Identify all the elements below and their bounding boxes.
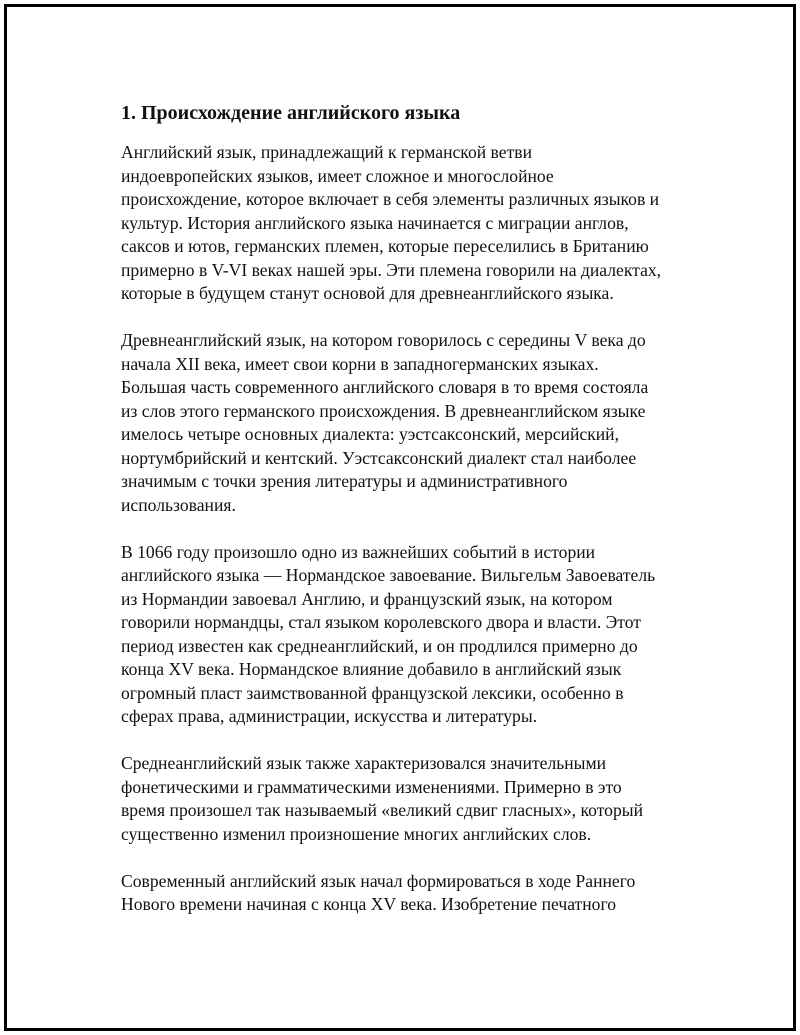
text-line: которые в будущем станут основой для древнеанглийского языка. [121, 283, 614, 303]
paragraph-gap [121, 729, 721, 753]
paragraph-gap [121, 846, 721, 870]
text-line: Среднеанглийский язык также характеризовался значительными [121, 753, 607, 773]
paragraph-2 [121, 329, 721, 517]
paragraph-gap [121, 517, 721, 541]
paragraph-gap [121, 306, 721, 330]
paragraph-1 [121, 141, 721, 306]
text-line: саксов и ютов, германских племен, которые переселились в Британию [121, 236, 649, 256]
text-line: значимым с точки зрения литературы и административного [121, 471, 568, 491]
text-line: время произошел так называемый «великий сдвиг гласных», который [121, 800, 643, 820]
text-line: Английский язык, принадлежащий к германской ветви [121, 142, 532, 162]
text-line: из слов этого германского происхождения. В древнеанглийском языке [121, 400, 646, 421]
text-line: Нового времени начиная с конца XV века. Изобретение печатного [121, 894, 617, 914]
text-line: сферах права, администрации, искусства и литературы. [121, 706, 538, 726]
text-line: английского языка — Нормандское завоевание. Вильгельм Завоеватель [121, 565, 656, 585]
document-body [121, 99, 721, 917]
text-line: Современный английский язык начал формироваться в ходе Раннего [121, 870, 636, 891]
text-line: культур. История английского языка начинается с миграции англов, [121, 212, 629, 233]
text-line: фонетическими и грамматическими изменениями. Примерно в это [121, 776, 622, 797]
paragraph-5 [121, 870, 721, 917]
text-line: имелось четыре основных диалекта: уэстсаксонский, мерсийский, [121, 424, 619, 444]
text-line: конца XV века. Нормандское влияние добавило в английский язык [121, 659, 622, 679]
text-line: нортумбрийский и кентский. Уэстсаксонский диалект стал наиболее [121, 447, 637, 468]
text-line: из Нормандии завоевал Англию, и французский язык, на котором [121, 588, 613, 609]
text-line: индоевропейских языков, имеет сложное и многослойное [121, 165, 554, 186]
text-line: период известен как среднеанглийский, и он продлился примерно до [121, 635, 638, 656]
paragraph-4 [121, 752, 721, 846]
text-line: говорили нормандцы, стал языком королевского двора и власти. Этот [121, 612, 641, 632]
text-line: В 1066 году произошло одно из важнейших событий в истории [121, 541, 596, 562]
text-line: начала XII века, имеет свои корни в западногерманских языках. [121, 353, 599, 374]
text-line: использования. [121, 494, 236, 515]
text-line: Древнеанглийский язык, на котором говорилось с середины V века до [121, 330, 646, 350]
paragraph-3 [121, 541, 721, 729]
text-line: примерно в V-VI веках нашей эры. Эти племена говорили на диалектах, [121, 259, 662, 280]
text-line: происхождение, которое включает в себя элементы различных языков и [121, 189, 660, 209]
text-line: Большая часть современного английского словаря в то время состояла [121, 377, 649, 397]
page-frame [4, 4, 796, 1031]
text-line: огромный пласт заимствованной французской лексики, особенно в [121, 682, 624, 703]
section-heading: 1. Происхождение английского языка [121, 102, 461, 124]
text-line: существенно изменил произношение многих английских слов. [121, 823, 592, 844]
